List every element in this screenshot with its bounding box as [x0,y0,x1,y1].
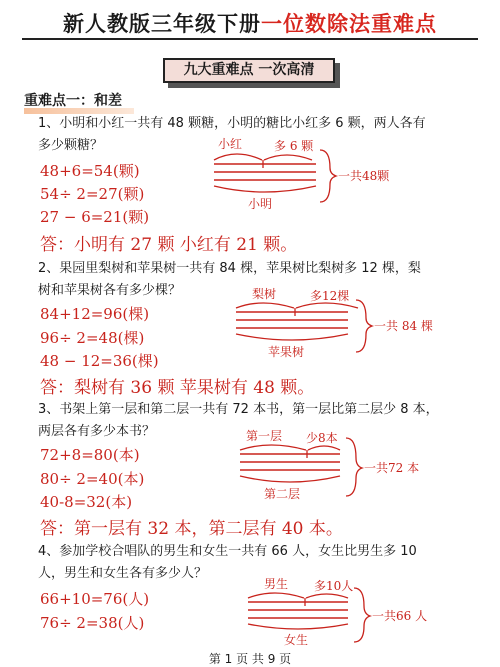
problem-3-step-3: 40-8=32(本) [40,493,133,511]
problem-3-answer: 答：第一层有 32 本，第二层有 40 本。 [40,519,343,539]
problem-2-step-3: 48 − 12=36(棵) [40,352,159,370]
problem-2-line2: 树和苹果树各有多少棵？ [38,283,182,298]
diagram-diff-label: 多 6 颗 [274,139,314,153]
diagram-diff-label: 多10人 [314,579,354,593]
section-heading: 重难点一：和差 [24,93,122,109]
diagram-total-label: 一共 84 棵 [374,319,433,333]
problem-1-step-2: 54÷ 2=27(颗) [40,185,145,203]
problem-2-line1: 2、果园里梨树和苹果树一共有 84 棵，苹果树比梨树多 12 棵，梨 [38,261,421,276]
problem-4-step-1: 66+10=76(人) [40,590,150,608]
problem-3-diagram [236,428,456,508]
problem-2-answer: 答：梨树有 36 颗 苹果树有 48 颗。 [40,378,315,398]
page-title [0,8,500,38]
problem-2-step-2: 96÷ 2=48(棵) [40,329,145,347]
title-red: 一位数除法 [261,12,371,36]
problem-2-diagram [232,286,462,366]
diagram-total-label: 一共48颗 [338,169,390,183]
problem-4-diagram [244,576,464,652]
problem-4-line1: 4、参加学校合唱队的男生和女生一共有 66 人，女生比男生多 10 [38,544,417,559]
title-tail: 重难点 [371,12,437,36]
problem-2-step-1: 84+12=96(棵) [40,305,150,323]
diagram-bottom-label: 女生 [284,633,309,647]
problem-1-line2: 多少颗糖？ [38,138,104,153]
title-divider [22,38,478,40]
diagram-top-label: 梨树 [252,287,277,301]
title-black: 新人教版三年级下册 [63,12,261,36]
diagram-diff-label: 少8本 [306,431,338,445]
problem-3-line1: 3、书架上第一层和第二层一共有 72 本书，第一层比第二层少 8 本， [38,402,439,417]
diagram-bottom-label: 第二层 [264,487,301,501]
subtitle-badge: 九大重难点 一次高清 [163,58,335,83]
problem-4-step-2: 76÷ 2=38(人) [40,614,145,632]
diagram-total-label: 一共66 人 [372,609,428,623]
diagram-bottom-label: 小明 [248,197,273,211]
problem-3-step-1: 72+8=80(本) [40,446,140,464]
problem-3-step-2: 80÷ 2=40(本) [40,470,145,488]
diagram-top-label: 第一层 [246,429,283,443]
problem-4-line2: 人，男生和女生各有多少人？ [38,566,208,581]
diagram-top-label: 小红 [218,137,243,151]
problem-3-line2: 两层各有多少本书？ [38,424,156,439]
problem-1-step-3: 27 − 6=21(颗) [40,208,150,226]
problem-1-step-1: 48+6=54(颗) [40,162,140,180]
problem-1-line1: 1、小明和小红一共有 48 颗糖，小明的糖比小红多 6 颗，两人各有 [38,116,426,131]
problem-1-diagram [208,136,408,216]
diagram-total-label: 一共72 本 [364,461,420,475]
page-footer: 第 1 页 共 9 页 [208,652,292,666]
diagram-diff-label: 多12棵 [310,289,350,303]
problem-1-answer: 答：小明有 27 颗 小红有 21 颗。 [40,235,298,255]
diagram-bottom-label: 苹果树 [268,345,305,359]
diagram-top-label: 男生 [264,577,289,591]
